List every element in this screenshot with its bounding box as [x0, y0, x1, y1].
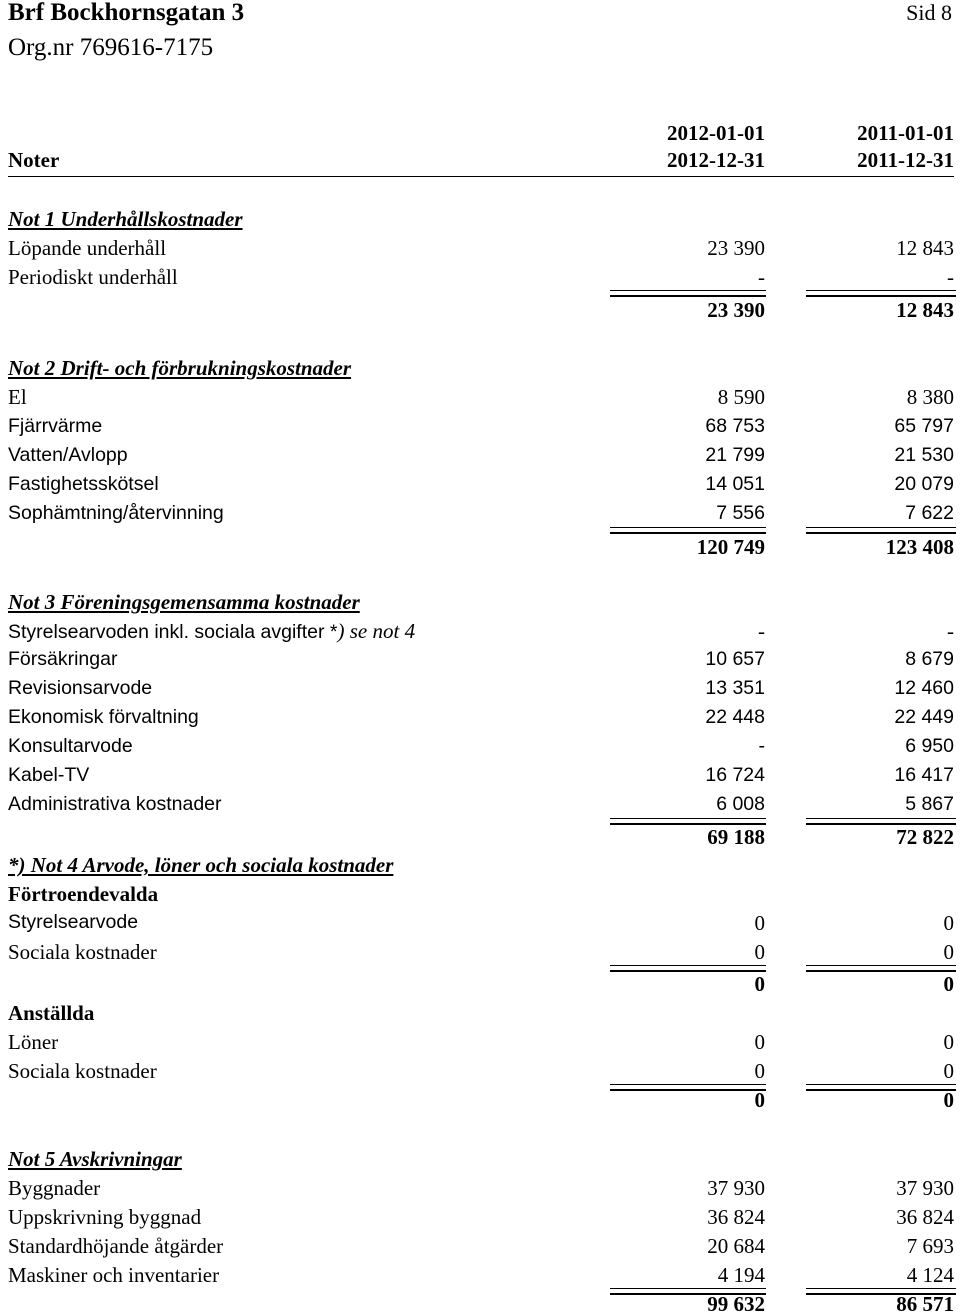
- row-value-2012: 0: [754, 911, 765, 935]
- row-value-2011: 65 797: [894, 415, 954, 437]
- row-value-2011: 21 530: [894, 444, 954, 466]
- col1-period-start: 2012-01-01: [667, 121, 765, 145]
- row-label: Periodiskt underhåll: [8, 265, 178, 289]
- document-title: Brf Bockhornsgatan 3: [8, 0, 245, 26]
- row-label: Sociala kostnader: [8, 940, 157, 964]
- org-number: Org.nr 769616-7175: [8, 34, 214, 61]
- col2-period-start: 2011-01-01: [857, 121, 954, 145]
- row-value-2012: 20 684: [707, 1234, 765, 1258]
- col2-period-end: 2011-12-31: [857, 148, 954, 172]
- row-label: [8, 621, 415, 643]
- total-double-rule: [610, 527, 766, 534]
- total-value-2011: 0: [943, 972, 954, 996]
- row-label: Revisionsarvode: [8, 677, 153, 699]
- row-value-2011: 8 679: [905, 648, 954, 670]
- row-label: Ekonomisk förvaltning: [8, 706, 199, 728]
- row-label: Uppskrivning byggnad: [8, 1205, 202, 1229]
- row-value-2011: -: [947, 619, 954, 643]
- row-label: Konsultarvode: [8, 735, 133, 757]
- note-title: Not 2 Drift- och förbrukningskostnader: [8, 356, 352, 380]
- row-value-2012: 0: [754, 1030, 765, 1054]
- col1-period-end: 2012-12-31: [667, 148, 765, 172]
- row-value-2011: 20 079: [894, 473, 954, 495]
- row-value-2011: 7 693: [906, 1234, 954, 1258]
- group-title: Anställda: [8, 1001, 95, 1025]
- note-title: Not 3 Föreningsgemensamma kostnader: [8, 590, 360, 614]
- row-value-2011: 12 460: [894, 677, 954, 699]
- row-value-2012: 0: [754, 940, 765, 964]
- row-value-2011: 6 950: [905, 735, 954, 757]
- row-value-2011: 4 124: [906, 1263, 954, 1287]
- row-label: Löner: [8, 1030, 59, 1054]
- row-label: Fastighetsskötsel: [8, 473, 159, 495]
- row-label: Försäkringar: [8, 648, 118, 670]
- row-value-2012: 68 753: [705, 415, 765, 437]
- row-label: El: [8, 385, 27, 409]
- row-value-2011: 12 843: [896, 236, 954, 260]
- row-value-2012: -: [758, 265, 765, 289]
- page-number: Sid 8: [906, 0, 952, 25]
- total-double-rule: [610, 290, 766, 297]
- row-value-2011: 0: [943, 1030, 954, 1054]
- row-value-2011: 36 824: [896, 1205, 954, 1229]
- row-label-text: Styrelsearvoden inkl. sociala avgifter *: [8, 621, 338, 643]
- row-label: Kabel-TV: [8, 764, 90, 786]
- row-value-2011: 22 449: [894, 706, 954, 728]
- row-label: Styrelsearvode: [8, 911, 139, 933]
- notes-heading: Noter: [8, 148, 60, 172]
- total-double-rule: [610, 965, 766, 972]
- row-value-2012: 22 448: [705, 706, 765, 728]
- total-double-rule: [806, 290, 956, 297]
- row-value-2011: 8 380: [906, 385, 954, 409]
- row-value-2012: 4 194: [717, 1263, 765, 1287]
- total-value-2012: 0: [754, 1088, 765, 1112]
- row-value-2012: 37 930: [707, 1176, 765, 1200]
- total-value-2011: 72 822: [896, 825, 954, 849]
- row-value-2012: 0: [754, 1059, 765, 1083]
- row-value-2011: 37 930: [896, 1176, 954, 1200]
- row-value-2012: -: [758, 619, 765, 643]
- total-double-rule: [610, 1084, 766, 1091]
- total-double-rule: [806, 965, 956, 972]
- row-value-2012: 14 051: [705, 473, 765, 495]
- total-double-rule: [806, 1084, 956, 1091]
- row-value-2012: 36 824: [707, 1205, 765, 1229]
- row-label: Fjärrvärme: [8, 415, 103, 437]
- row-value-2012: 21 799: [705, 444, 765, 466]
- note-reference: ) se not 4: [337, 619, 416, 643]
- total-value-2011: 0: [943, 1088, 954, 1112]
- row-value-2011: 0: [943, 911, 954, 935]
- row-label: Standardhöjande åtgärder: [8, 1234, 224, 1258]
- row-value-2011: 5 867: [905, 793, 954, 815]
- row-value-2012: 8 590: [717, 385, 765, 409]
- group-title: Förtroendevalda: [8, 882, 159, 906]
- total-value-2011: 86 571: [896, 1292, 954, 1316]
- total-double-rule: [806, 818, 956, 825]
- row-label: Maskiner och inventarier: [8, 1263, 220, 1287]
- note-title: Not 5 Avskrivningar: [8, 1147, 182, 1171]
- row-label: Löpande underhåll: [8, 236, 167, 260]
- total-double-rule: [806, 527, 956, 534]
- row-value-2011: 16 417: [894, 764, 954, 786]
- row-value-2012: 13 351: [705, 677, 765, 699]
- note-title: Not 1 Underhållskostnader: [8, 207, 243, 231]
- row-value-2012: -: [758, 735, 765, 757]
- total-value-2011: 123 408: [885, 535, 954, 559]
- row-value-2011: 0: [943, 940, 954, 964]
- header-divider: [8, 176, 954, 177]
- row-label: Administrativa kostnader: [8, 793, 222, 815]
- row-label: Vatten/Avlopp: [8, 444, 128, 466]
- row-value-2012: 23 390: [707, 236, 765, 260]
- total-value-2012: 120 749: [696, 535, 765, 559]
- total-value-2011: 12 843: [896, 298, 954, 322]
- row-label: Sociala kostnader: [8, 1059, 157, 1083]
- total-value-2012: 0: [754, 972, 765, 996]
- total-value-2012: 23 390: [707, 298, 765, 322]
- row-value-2011: 0: [943, 1059, 954, 1083]
- row-label: Byggnader: [8, 1176, 101, 1200]
- total-double-rule: [610, 818, 766, 825]
- row-value-2011: -: [947, 265, 954, 289]
- row-value-2012: 7 556: [716, 502, 765, 524]
- row-value-2012: 16 724: [705, 764, 765, 786]
- total-value-2012: 99 632: [707, 1292, 765, 1316]
- row-value-2012: 10 657: [705, 648, 765, 670]
- total-value-2012: 69 188: [707, 825, 765, 849]
- row-value-2011: 7 622: [905, 502, 954, 524]
- row-label: Sophämtning/återvinning: [8, 502, 224, 524]
- row-value-2012: 6 008: [716, 793, 765, 815]
- note-title: *) Not 4 Arvode, löner och sociala kostnader: [8, 853, 394, 877]
